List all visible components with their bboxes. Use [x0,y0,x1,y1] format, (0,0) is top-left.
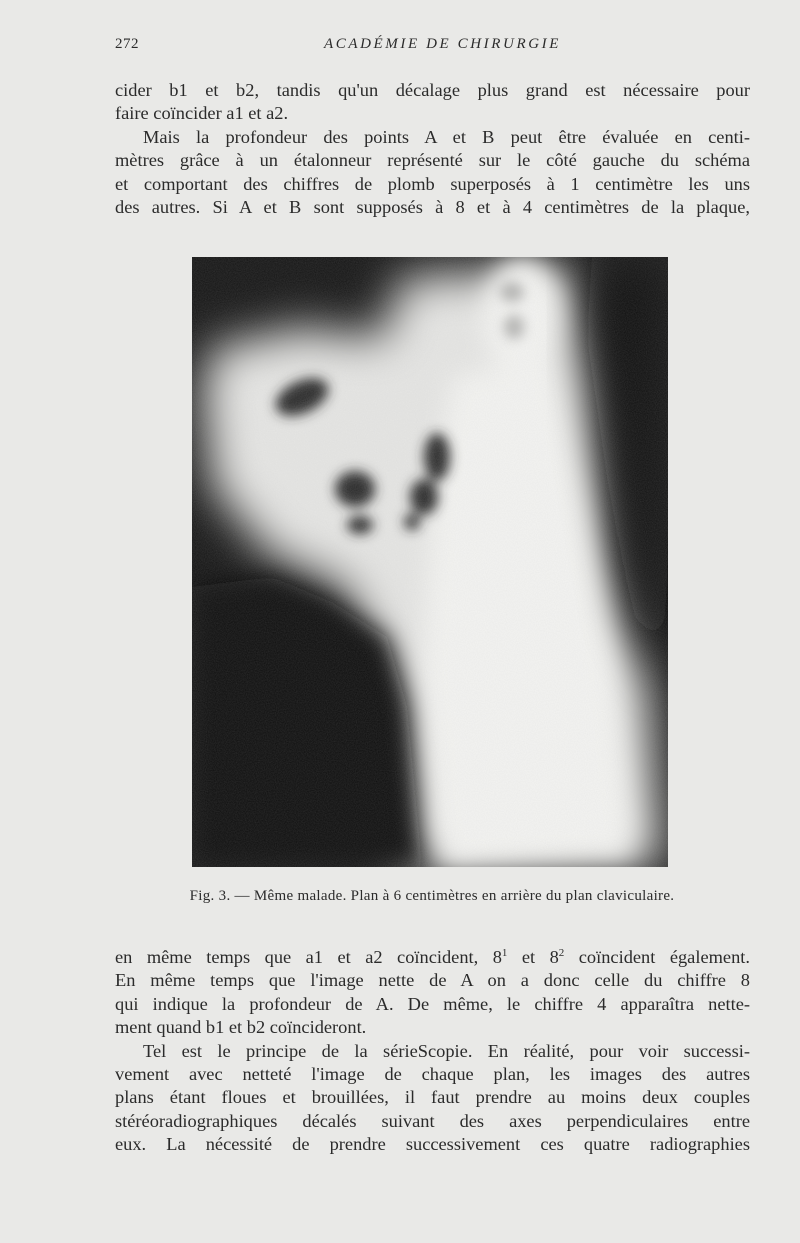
superscript: 1 [501,946,508,959]
text-line [115,946,750,969]
top-text-block [115,79,750,219]
text-line: vement avec netteté l'image de chaque plan, les images des autres [115,1064,750,1085]
text-line: des autres. Si A et B sont supposés à 8 et à 4 centimètres de la plaque, [115,197,750,218]
radiograph-figure [192,257,668,867]
text-line: mètres grâce à un étalonneur représenté sur le côté gauche du schéma [115,150,750,171]
text-line: et comportant des chiffres de plomb superposés à 1 centimètre les uns [115,173,750,194]
figure-caption: Fig. 3. — Même malade. Plan à 6 centimètres en arrière du plan claviculaire. [189,888,675,904]
radiograph-image [192,257,668,867]
text-line: ment quand b1 et b2 coïncideront. [115,1017,367,1038]
text-segment: en même temps que a1 et a2 coïncident, 8 [115,947,502,967]
text-segment: coïncident également. [564,947,750,967]
running-title: ACADÉMIE DE CHIRURGIE [323,36,562,52]
superscript: 2 [558,946,565,959]
text-line: cider b1 et b2, tandis qu'un décalage plus grand est nécessaire pour [115,80,750,100]
text-line: Mais la profondeur des points A et B peut être évaluée en centi- [143,126,750,147]
text-line: eux. La nécessité de prendre successivement ces quatre radiographies [115,1134,750,1155]
text-line: stéréoradiographiques décalés suivant des axes perpendiculaires entre [115,1110,750,1131]
text-line: qui indique la profondeur de A. De même, le chiffre 4 apparaîtra nette- [115,993,750,1014]
text-segment: et 8 [507,947,559,967]
page-number: 272 [115,36,139,52]
running-head [115,36,750,58]
bottom-text-block [115,946,750,1157]
text-line: faire coïncider a1 et a2. [115,103,289,124]
text-line: En même temps que l'image nette de A on a donc celle du chiffre 8 [115,970,750,991]
text-line: plans étant floues et brouillées, il faut prendre au moins deux couples [115,1087,750,1108]
text-line: Tel est le principe de la sérieScopie. En réalité, pour voir successi- [143,1040,750,1061]
